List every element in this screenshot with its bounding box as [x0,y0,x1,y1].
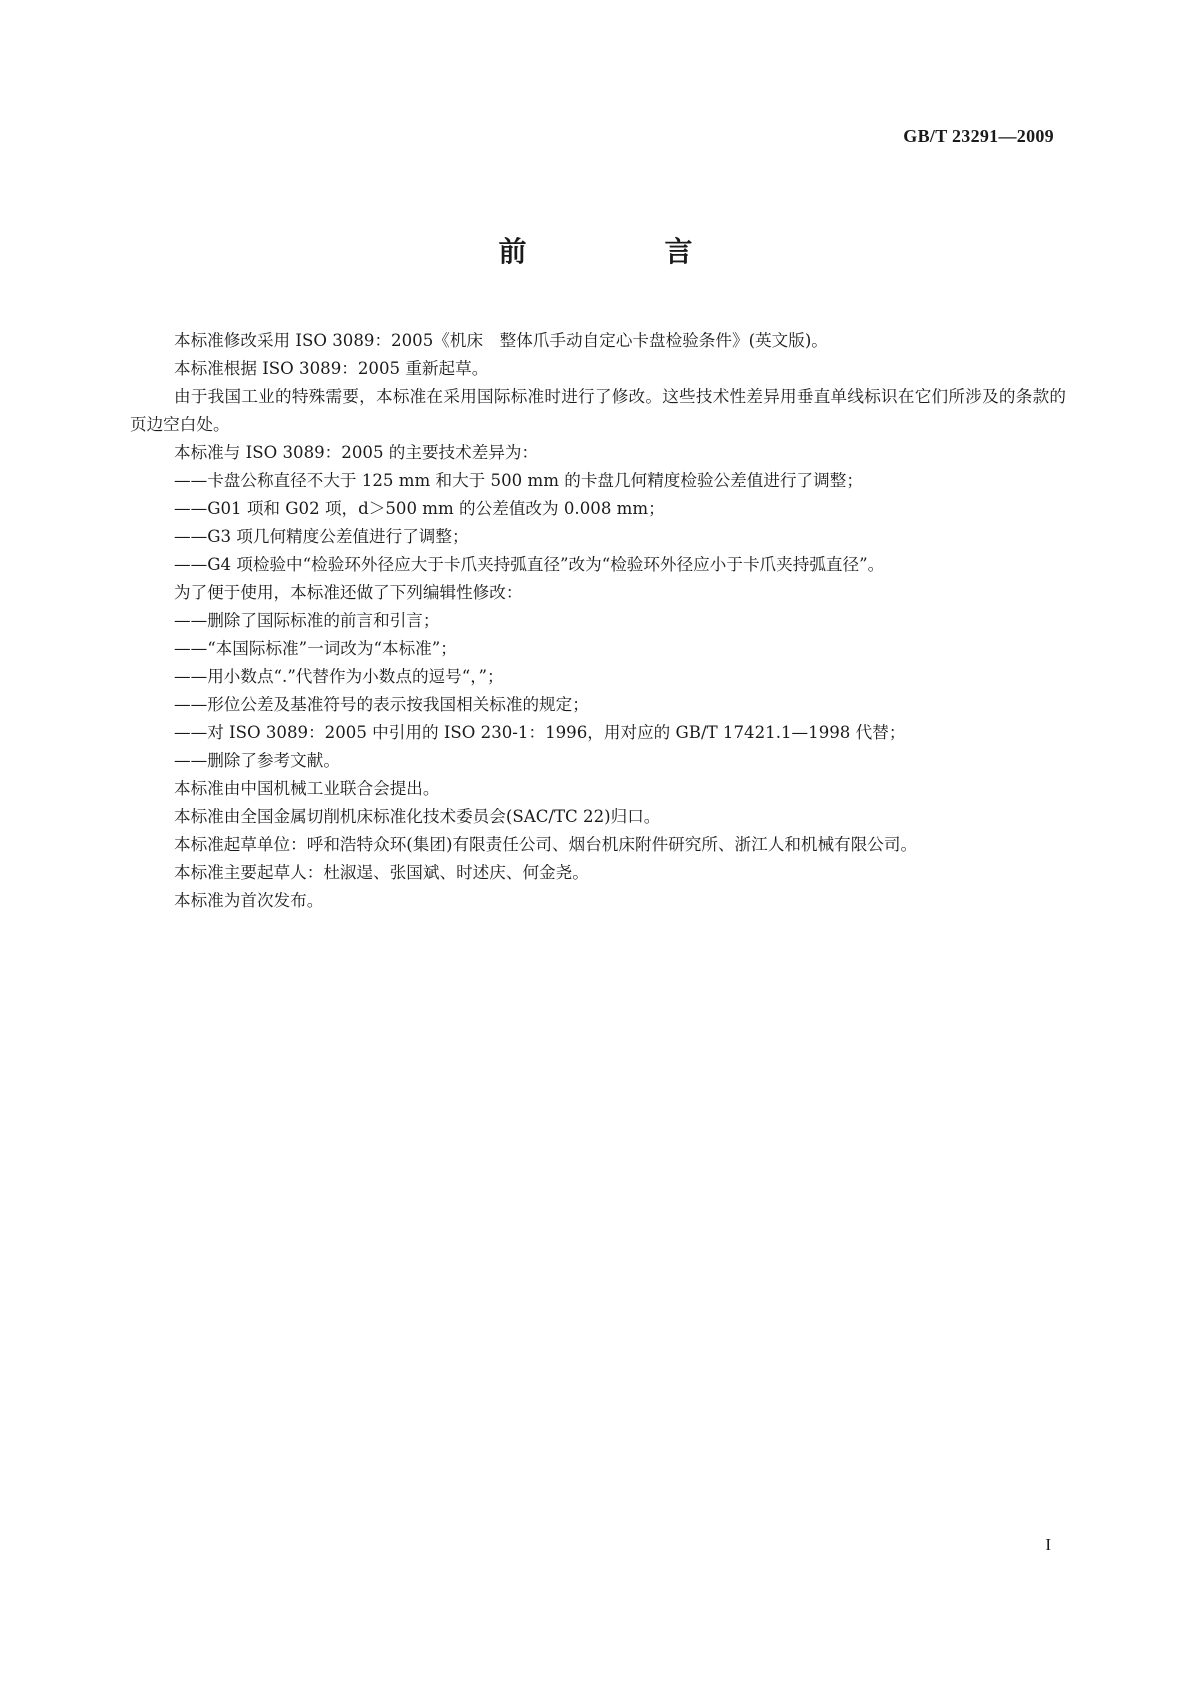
list-item-difference: ——G01 项和 G02 项，d＞500 mm 的公差值改为 0.008 mm； [174,499,665,518]
page-number: I [1045,1535,1051,1554]
paragraph-editorial-intro: 为了便于使用，本标准还做了下列编辑性修改： [174,583,523,602]
list-item-editorial: ——用小数点“.”代替作为小数点的逗号“，”； [174,667,504,686]
paragraph-centralized-by: 本标准由全国金属切削机床标准化技术委员会(SAC/TC 22)归口。 [174,807,661,826]
list-item-editorial: ——“本国际标准”一词改为“本标准”； [174,639,457,658]
paragraph-adoption: 本标准修改采用 ISO 3089：2005《机床 整体爪手动自定心卡盘检验条件》(英文版)。 [174,331,828,350]
list-item-difference: ——G3 项几何精度公差值进行了调整； [174,527,469,546]
page-title: 前 言 [498,235,748,268]
foreword-body [130,327,1066,915]
paragraph-drafters: 本标准主要起草人：杜淑逞、张国斌、时述庆、何金尧。 [174,863,589,882]
standard-code: GB/T 23291—2009 [903,126,1054,146]
list-item-editorial: ——删除了参考文献。 [174,751,340,770]
paragraph-differences-intro: 本标准与 ISO 3089：2005 的主要技术差异为： [174,443,539,462]
paragraph-proposer: 本标准由中国机械工业联合会提出。 [174,779,440,798]
list-item-editorial: ——删除了国际标准的前言和引言； [174,611,440,630]
list-item-difference: ——卡盘公称直径不大于 125 mm 和大于 500 mm 的卡盘几何精度检验公差值进行了调整； [174,471,863,490]
paragraph-redrafted: 本标准根据 ISO 3089：2005 重新起草。 [174,359,489,378]
list-item-difference: ——G4 项检验中“检验环外径应大于卡爪夹持弧直径”改为“检验环外径应小于卡爪夹持弧直径”。 [174,555,885,574]
paragraph-first-release: 本标准为首次发布。 [174,891,324,910]
paragraph-drafting-units: 本标准起草单位：呼和浩特众环(集团)有限责任公司、烟台机床附件研究所、浙江人和机械有限公司。 [174,835,918,854]
list-item-editorial: ——对 ISO 3089：2005 中引用的 ISO 230-1：1996，用对应的 GB/T 17421.1—1998 代替； [174,723,906,742]
list-item-editorial: ——形位公差及基准符号的表示按我国相关标准的规定； [174,695,589,714]
paragraph-modification-reason: 由于我国工业的特殊需要，本标准在采用国际标准时进行了修改。这些技术性差异用垂直单线标识在它们所涉及的条款的页边空白处。 [130,387,1066,434]
